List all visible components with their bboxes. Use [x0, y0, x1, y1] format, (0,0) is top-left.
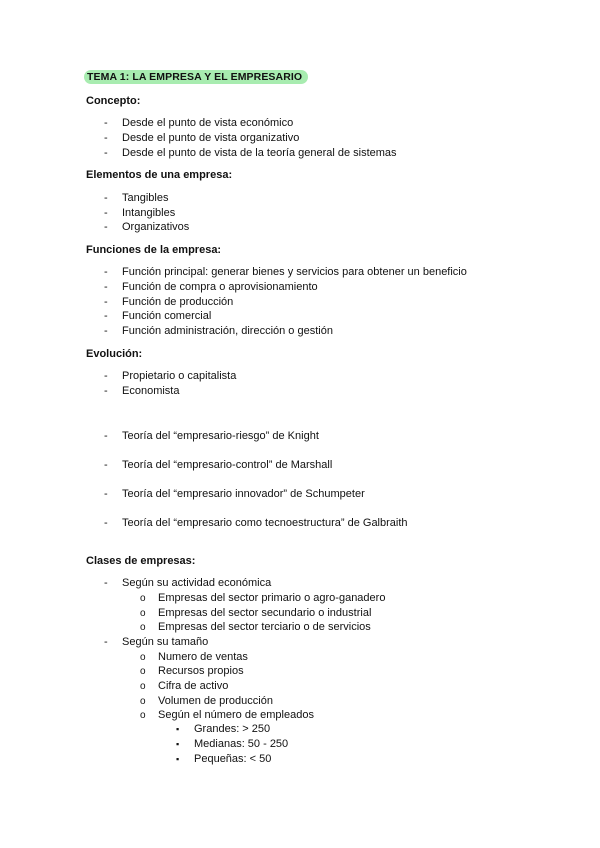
list-item: - Función administración, dirección o gestión [104, 325, 333, 337]
list-item: - Tangibles [104, 192, 169, 204]
subsublist-item: ▪ Grandes: > 250 [176, 723, 271, 735]
sublist-item: o Numero de ventas [140, 651, 248, 663]
sublist-item: o Cifra de activo [140, 680, 229, 692]
sublist-item: o Empresas del sector secundario o industrial [140, 607, 372, 619]
page-title: TEMA 1: LA EMPRESA Y EL EMPRESARIO [84, 70, 308, 84]
sublist-item: o Según el número de empleados [140, 709, 314, 721]
list-item: - Teoría del “empresario innovador” de Schumpeter [104, 488, 365, 500]
list-item: - Teoría del “empresario como tecnoestructura” de Galbraith [104, 517, 408, 529]
subsublist-item: ▪ Pequeñas: < 50 [176, 753, 272, 765]
heading-concepto: Concepto: [86, 95, 141, 107]
title-highlight [84, 70, 308, 84]
list-item: - Función principal: generar bienes y servicios para obtener un beneficio [104, 266, 467, 278]
heading-elementos: Elementos de una empresa: [86, 169, 233, 181]
list-item: - Función de compra o aprovisionamiento [104, 281, 318, 293]
heading-evolucion: Evolución: [86, 348, 143, 360]
list-item: - Teoría del “empresario-riesgo” de Knight [104, 430, 319, 442]
heading-funciones: Funciones de la empresa: [86, 244, 222, 256]
list-item: - Teoría del “empresario-control” de Marshall [104, 459, 333, 471]
list-item: - Desde el punto de vista organizativo [104, 132, 300, 144]
list-item: - Economista [104, 385, 180, 397]
list-item: - Propietario o capitalista [104, 370, 237, 382]
list-item: - Intangibles [104, 207, 176, 219]
sublist-item: o Recursos propios [140, 665, 244, 677]
list-item: - Función comercial [104, 310, 212, 322]
list-item: - Desde el punto de vista de la teoría general de sistemas [104, 147, 397, 159]
sublist-item: o Empresas del sector primario o agro-ganadero [140, 592, 386, 604]
list-item: - Función de producción [104, 296, 234, 308]
sublist-item: o Volumen de producción [140, 695, 273, 707]
list-item: - Según su actividad económica [104, 577, 272, 589]
list-item: - Organizativos [104, 221, 190, 233]
heading-clases: Clases de empresas: [86, 555, 196, 567]
sublist-item: o Empresas del sector terciario o de servicios [140, 621, 371, 633]
subsublist-item: ▪ Medianas: 50 - 250 [176, 738, 289, 750]
list-item: - Según su tamaño [104, 636, 209, 648]
list-item: - Desde el punto de vista económico [104, 117, 294, 129]
